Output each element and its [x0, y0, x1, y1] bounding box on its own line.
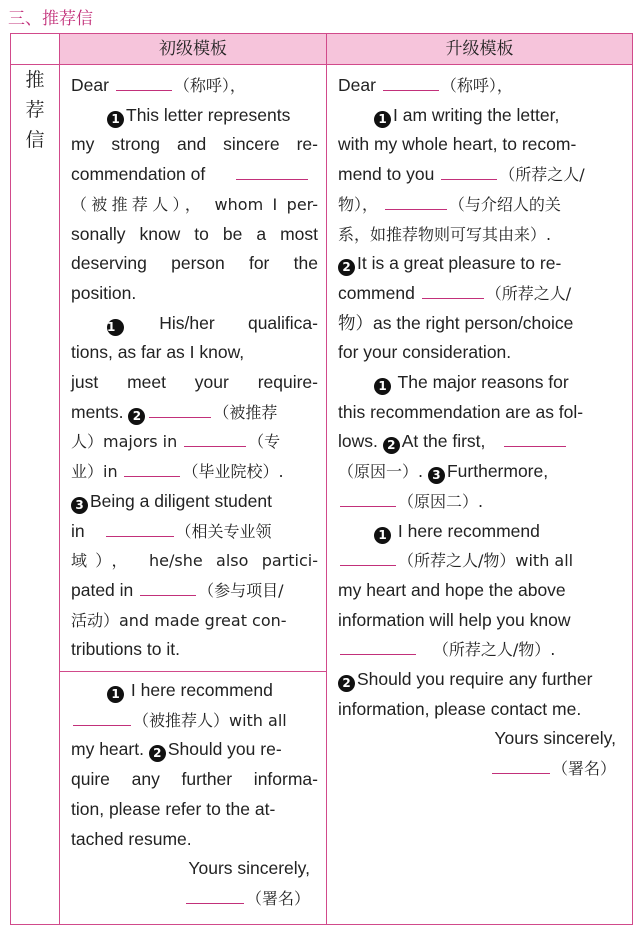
text-line: （署名）	[245, 888, 310, 908]
text-line: mend to you	[338, 164, 435, 185]
text-line: （所荐之人/	[485, 283, 572, 303]
text-line: position.	[71, 282, 137, 303]
fill-blank	[340, 637, 416, 655]
text-line: At the first,	[401, 431, 486, 452]
step-marker-2: 2	[383, 437, 400, 454]
text-line: 物），	[338, 194, 379, 214]
text-line: 业）in	[71, 462, 118, 482]
step-marker-2: 2	[128, 408, 145, 425]
text-line: （专	[248, 432, 281, 452]
text-line: Should you require any further	[357, 669, 593, 690]
fill-blank	[124, 459, 180, 477]
column-header-advanced: 升级模板	[327, 34, 633, 65]
text-line: （原因一）.	[338, 462, 424, 482]
text-line: just meet your require-	[71, 372, 318, 393]
step-marker-2: 2	[338, 259, 355, 276]
fill-blank	[73, 708, 131, 726]
step-marker-3: 3	[428, 467, 445, 484]
column-header-basic: 初级模板	[60, 34, 327, 65]
text-line: 人）majors in	[71, 432, 178, 452]
row-label: 推荐信	[25, 69, 45, 151]
text-line: （原因二）.	[398, 491, 484, 511]
text-line: my heart and hope the above	[338, 579, 566, 600]
step-marker-2: 2	[149, 745, 166, 762]
fill-blank	[149, 400, 211, 418]
text-line: Furthermore,	[446, 461, 549, 482]
text-line: my strong and sincere re-	[71, 134, 318, 155]
fill-blank	[184, 429, 246, 447]
text-line: （所荐之人/	[499, 165, 585, 185]
closing-line: Yours sincerely,	[188, 858, 310, 879]
text-line: in	[71, 520, 85, 541]
text-line: （毕业院校）.	[182, 462, 284, 482]
fill-blank	[441, 162, 497, 180]
fill-blank	[140, 578, 196, 596]
section-title: 三、推荐信	[8, 9, 93, 29]
text-line: 域）， he/she also partici-	[71, 551, 318, 571]
text-line: tributions to it.	[71, 639, 180, 660]
text-line: （称呼），	[173, 76, 246, 95]
text-line: quire any further informa-	[71, 769, 318, 790]
text-line: I here recommend	[397, 520, 540, 541]
text-line: Being a diligent student	[90, 490, 272, 511]
template-table	[10, 33, 633, 925]
step-marker-3: 3	[71, 497, 88, 514]
closing-line: Yours sincerely,	[494, 728, 616, 749]
text-line: Dear	[338, 75, 376, 95]
fill-blank	[422, 281, 484, 299]
text-line: （所荐之人/物）.	[432, 640, 556, 660]
text-line: His/her qualifica-	[159, 312, 318, 333]
text-line: I here recommend	[130, 680, 273, 701]
text-line: with my whole heart, to recom-	[338, 134, 577, 155]
corner-cell	[11, 34, 60, 65]
text-line: pated in	[71, 579, 134, 600]
text-line: It is a great pleasure to re-	[357, 253, 562, 274]
basic-template-cell	[60, 65, 327, 925]
text-line: ments.	[71, 401, 124, 422]
text-line: Dear	[71, 75, 109, 95]
fill-blank	[504, 429, 566, 447]
text-line: commendation of	[71, 164, 206, 185]
signature-blank	[186, 886, 244, 904]
fill-blank	[340, 489, 396, 507]
step-marker-1: 1	[107, 686, 124, 703]
text-line: tached resume.	[71, 828, 192, 849]
fill-blank	[383, 73, 439, 91]
fill-blank	[106, 519, 174, 537]
text-line: （参与项目/	[198, 580, 284, 600]
fill-blank	[236, 162, 308, 180]
text-line: sonally know to be a most	[71, 223, 318, 244]
text-line: （相关专业领	[175, 521, 272, 541]
signature-blank	[492, 756, 550, 774]
text-line: （署名）	[551, 759, 616, 779]
text-line: 活动）and made great con-	[71, 610, 287, 630]
step-marker-1: 1	[374, 378, 391, 395]
fill-blank	[385, 192, 447, 210]
step-marker-1: 1	[374, 111, 391, 128]
text-line: for your consideration.	[338, 342, 512, 363]
text-line: information, please contact me.	[338, 698, 582, 719]
text-line: lows.	[338, 431, 378, 452]
text-line: 物）as the right person/choice	[338, 312, 574, 333]
text-line: tions, as far as I know,	[71, 342, 245, 363]
step-marker-1: 1	[374, 527, 391, 544]
row-header-recommendation	[11, 65, 60, 925]
text-line: （被推荐	[213, 402, 278, 422]
text-line: tion, please refer to the at-	[71, 798, 276, 819]
text-line: this recommendation are as fol-	[338, 401, 584, 422]
text-line: information will help you know	[338, 609, 571, 630]
text-line: （与介绍人的关	[448, 194, 561, 214]
text-line: （被推荐人）with all	[133, 710, 287, 730]
text-line: Should you re-	[167, 739, 282, 760]
text-line: This letter represents	[126, 104, 291, 125]
divider	[60, 671, 326, 672]
text-line: （称呼），	[440, 76, 513, 95]
text-line: deserving person for the	[71, 253, 318, 274]
text-line: commend	[338, 282, 415, 303]
text-line: The major reasons for	[397, 372, 569, 393]
text-line: 系，如推荐物则可写其由来）.	[338, 224, 552, 244]
fill-blank	[116, 73, 172, 91]
text-line: （被推荐人）， whom I per-	[71, 194, 318, 214]
advanced-template-cell	[327, 65, 633, 925]
fill-blank	[340, 548, 396, 566]
step-marker-1: 1	[107, 319, 124, 336]
text-line: my heart.	[71, 739, 144, 760]
text-line: （所荐之人/物）with all	[398, 551, 574, 571]
text-line: I am writing the letter,	[393, 104, 560, 125]
step-marker-2: 2	[338, 675, 355, 692]
step-marker-1: 1	[107, 111, 124, 128]
